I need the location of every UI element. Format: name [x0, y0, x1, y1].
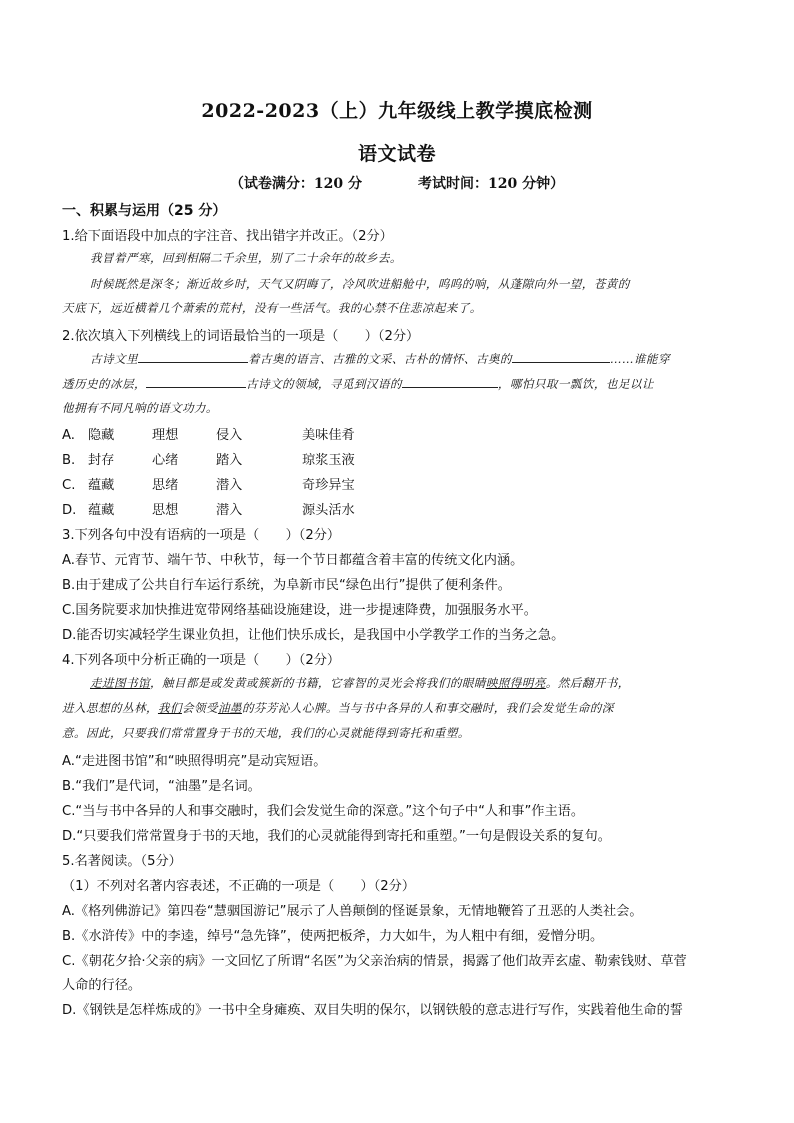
question-5-stem: 5.名著阅读。（5分） [62, 854, 182, 869]
q2-text: ……谁能穿 [609, 352, 670, 366]
q4-passage-line [62, 700, 732, 716]
exam-subtitle: 语文试卷 [357, 143, 436, 165]
option-c: C.国务院要求加快推进宽带网络基础设施建设，进一步提速降费，加强服务水平。 [62, 603, 537, 618]
question-1-stem: 1.给下面语段中加点的字注音、找出错字并改正。（2分） [62, 229, 393, 244]
exam-info [0, 173, 794, 193]
option-row [62, 424, 412, 443]
question-4-stem: 4.下列各项中分析正确的一项是（ ）（2分） [62, 653, 341, 668]
question-2-stem: 2.依次填入下列横线上的词语最恰当的一项是（ ）（2分） [62, 329, 420, 344]
exam-title: 2022-2023（上）九年级线上教学摸底检测 [201, 100, 593, 122]
option-word: 思绪 [152, 478, 179, 493]
q4-passage-line [90, 675, 760, 691]
option-word: 源头活水 [302, 503, 355, 518]
exam-time: 考试时间：120 分钟） [418, 176, 565, 192]
option-word: 蕴藏 [88, 478, 115, 493]
option-a: A.《格列佛游记》第四卷“慧骃国游记”展示了人兽颠倒的怪诞景象，无情地鞭笞了丑恶的人类社会。 [62, 904, 643, 919]
fill-blank [146, 375, 246, 388]
option-word: 蕴藏 [88, 503, 115, 518]
q4-text: 的芬芳沁人心脾。当与书中各异的人和事交融时，我们会发觉生命的深 [241, 701, 614, 715]
q4-text: 进入思想的丛林， [62, 701, 158, 715]
option-word: 思想 [152, 503, 179, 518]
option-c: C.《朝花夕拾·父亲的病》一文回忆了所谓“名医”为父亲治病的情景，揭露了他们故弄玄虚、勒索钱财、草菅 [62, 954, 687, 969]
option-word: 侵入 [216, 428, 243, 443]
q1-passage-line: 天底下，远近横着几个萧索的荒村，没有一些活气。我的心禁不住悲凉起来了。 [62, 301, 482, 315]
q2-passage-line: 他拥有不同凡响的语文功力。 [62, 401, 218, 415]
q2-passage-line [62, 375, 732, 392]
fill-blank [512, 350, 610, 363]
q2-text: ，哪怕只取一瓢饮，也足以让 [497, 377, 654, 391]
option-b: B.“我们”是代词，“油墨”是名词。 [62, 779, 261, 794]
underlined-phrase: 油墨 [217, 701, 242, 715]
option-word: 理想 [152, 428, 179, 443]
option-d: D.能否切实减轻学生课业负担，让他们快乐成长，是我国中小学教学工作的当务之急。 [62, 628, 565, 643]
option-a: A.“走进图书馆”和“映照得明亮”是动宾短语。 [62, 754, 327, 769]
option-d: D.《钢铁是怎样炼成的》一书中全身瘫痪、双目失明的保尔，以钢铁般的意志进行写作，实践着他生命的誓 [62, 1003, 683, 1018]
full-score: （试卷满分：120 分 [229, 176, 362, 192]
option-letter: C. [62, 478, 76, 493]
q2-text: 古诗文里 [90, 352, 138, 366]
option-word: 封存 [88, 453, 115, 468]
option-c-continued: 人命的行径。 [62, 978, 142, 993]
option-d: D.“只要我们常常置身于书的天地，我们的心灵就能得到寄托和重塑。”一句是假设关系的复句。 [62, 829, 611, 844]
option-a: A.春节、元宵节、端午节、中秋节，每一个节日都蕴含着丰富的传统文化内涵。 [62, 553, 524, 568]
question-5-sub: （1）不列对名著内容表述，不正确的一项是（ ）（2分） [62, 879, 416, 894]
option-b: B.由于建成了公共自行车运行系统，为阜新市民“绿色出行”提供了便利条件。 [62, 578, 511, 593]
q4-text: 会领受 [181, 701, 218, 715]
question-3-stem: 3.下列各句中没有语病的一项是（ ）（2分） [62, 528, 341, 543]
option-row [62, 449, 412, 468]
q4-text: 。然后翻开书， [545, 676, 630, 690]
underlined-phrase: 映照得明亮 [485, 676, 546, 690]
option-word: 心绪 [152, 453, 179, 468]
fill-blank [402, 375, 498, 388]
option-word: 潜入 [216, 503, 243, 518]
option-b: B.《水浒传》中的李逵，绰号“急先锋”，使两把板斧，力大如牛，为人粗中有细，爱憎分明。 [62, 929, 604, 944]
option-word: 踏入 [216, 453, 243, 468]
option-row [62, 474, 412, 493]
q4-text: ，触目都是或发黄或簇新的书籍，它睿智的灵光会将我们的眼睛 [149, 676, 486, 690]
option-word: 琼浆玉液 [302, 453, 355, 468]
underlined-phrase: 走进图书馆 [90, 676, 150, 690]
q1-passage-line: 时候既然是深冬；渐近故乡时，天气又阴晦了，冷风吹进船舱中，呜呜的响，从蓬隙向外一望，苍黄的 [90, 277, 630, 291]
option-c: C.“当与书中各异的人和事交融时，我们会发觉生命的深意。”这个句子中“人和事”作主语。 [62, 804, 585, 819]
option-word: 隐藏 [88, 428, 115, 443]
option-word: 潜入 [216, 478, 243, 493]
option-letter: D. [62, 503, 77, 518]
q2-text: 透历史的冰层， [62, 377, 146, 391]
q2-text: 着古奥的语言、古雅的文采、古朴的情怀、古奥的 [247, 352, 512, 366]
option-letter: A. [62, 428, 75, 443]
option-word: 美味佳肴 [302, 428, 355, 443]
q2-passage-line [90, 350, 760, 367]
section-title: 一、积累与运用（25 分） [62, 203, 227, 219]
q4-passage-line: 意。因此，只要我们常常置身于书的天地，我们的心灵就能得到寄托和重塑。 [62, 726, 470, 740]
q2-text: 古诗文的领域，寻觅到汉语的 [245, 377, 402, 391]
underlined-phrase: 我们 [157, 701, 182, 715]
option-row [62, 499, 412, 518]
option-letter: B. [62, 453, 76, 468]
option-word: 奇珍异宝 [302, 478, 355, 493]
fill-blank [138, 350, 248, 363]
q1-passage-line: 我冒着严寒，回到相隔二千余里，别了二十余年的故乡去。 [90, 251, 402, 265]
